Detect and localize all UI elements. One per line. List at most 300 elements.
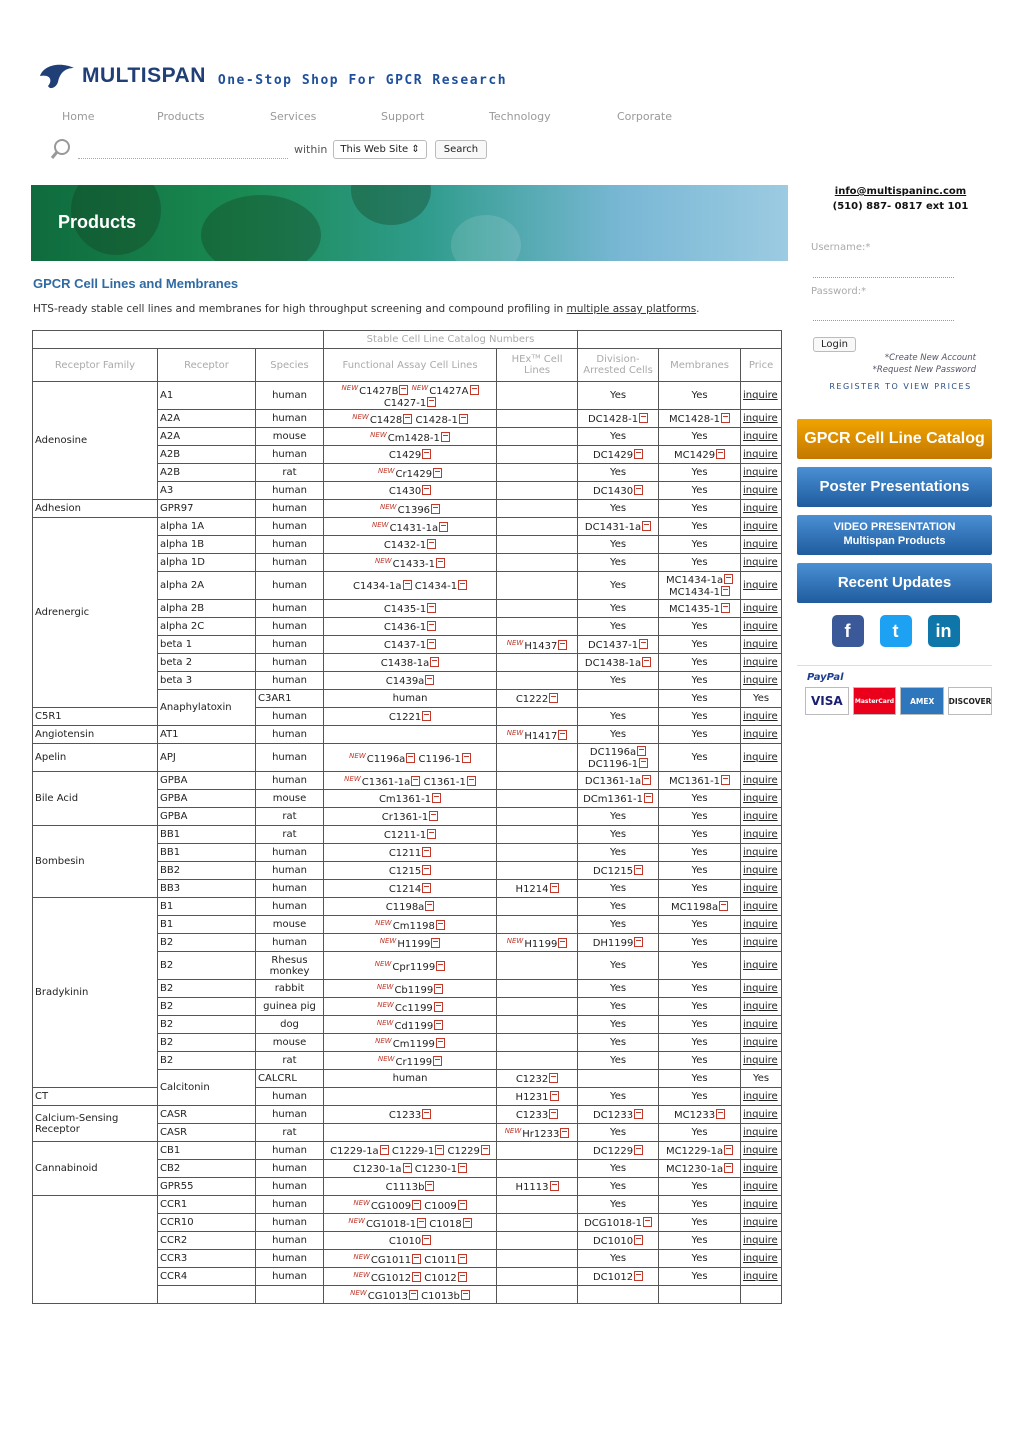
catalog-number-link[interactable]: Yes [691,657,708,668]
pdf-icon[interactable] [549,693,558,703]
catalog-number-link[interactable]: Cpr1199 [392,961,436,973]
pdf-icon[interactable] [642,657,651,667]
price-cell[interactable]: inquire [741,428,782,446]
price-cell[interactable]: inquire [741,464,782,482]
catalog-number-link[interactable]: Yes [609,580,627,591]
catalog-number-link[interactable]: Yes [691,1001,708,1012]
pdf-icon[interactable] [431,504,440,514]
catalog-number-link[interactable]: C1229 [447,1145,480,1157]
catalog-number-link[interactable]: Yes [691,675,708,686]
catalog-number-link[interactable]: Cc1199 [394,1002,433,1014]
catalog-number-link[interactable]: MC1229-1a [665,1145,724,1157]
catalog-number-link[interactable]: C1233 [515,1109,549,1121]
catalog-number-link[interactable]: Yes [609,711,627,722]
pdf-icon[interactable] [422,485,431,495]
pdf-icon[interactable] [721,603,730,613]
catalog-number-link[interactable]: C1233 [388,1109,422,1121]
catalog-number-link[interactable]: Yes [609,883,627,894]
pdf-icon[interactable] [427,829,436,839]
pdf-icon[interactable] [435,1145,444,1155]
pdf-icon[interactable] [462,753,471,763]
catalog-number-link[interactable]: Yes [609,1037,627,1048]
catalog-number-link[interactable]: DC1196a [589,746,637,758]
pdf-icon[interactable] [422,847,431,857]
catalog-number-link[interactable]: Yes [691,1235,708,1246]
catalog-number-link[interactable]: Cm1428-1 [387,432,440,444]
catalog-number-link[interactable]: Yes [691,729,708,740]
catalog-number-link[interactable]: C1229-1a [330,1145,379,1157]
catalog-number-link[interactable]: C1427A [429,385,469,397]
catalog-number-link[interactable]: MC1230-1a [665,1163,724,1175]
pdf-icon[interactable] [634,485,643,495]
catalog-number-link[interactable]: C1230-1 [414,1163,458,1175]
pdf-icon[interactable] [422,711,431,721]
catalog-number-link[interactable]: H1417 [524,730,558,742]
pdf-icon[interactable] [425,901,434,911]
catalog-number-link[interactable]: CG1018-1 [365,1218,417,1230]
catalog-number-link[interactable]: Yes [691,937,708,948]
catalog-number-link[interactable]: C1434-1a [352,580,402,592]
pdf-icon[interactable] [409,1290,418,1300]
pdf-icon[interactable] [380,1145,389,1155]
price-cell[interactable]: inquire [741,952,782,980]
price-cell[interactable]: inquire [741,1250,782,1268]
pdf-icon[interactable] [637,746,646,756]
price-cell[interactable]: inquire [741,554,782,572]
catalog-number-link[interactable]: CG1009 [370,1200,412,1212]
pdf-icon[interactable] [436,920,445,930]
pdf-icon[interactable] [425,1181,434,1191]
catalog-number-link[interactable]: Yes [691,621,708,632]
pdf-icon[interactable] [427,397,436,407]
catalog-number-link[interactable]: H1199 [397,938,431,950]
pdf-icon[interactable] [642,521,651,531]
price-cell[interactable]: inquire [741,708,782,726]
pdf-icon[interactable] [403,1163,412,1173]
catalog-number-link[interactable]: C1427B [359,385,399,397]
price-cell[interactable]: inquire [741,1268,782,1286]
catalog-number-link[interactable]: Yes [691,1127,708,1138]
catalog-number-link[interactable]: Yes [609,1091,627,1102]
catalog-number-link[interactable]: Cr1199 [395,1056,433,1068]
catalog-number-link[interactable]: Yes [691,539,708,550]
catalog-number-link[interactable]: MC1435-1 [669,603,721,615]
pdf-icon[interactable] [549,1109,558,1119]
price-cell[interactable]: inquire [741,916,782,934]
pdf-icon[interactable] [411,776,420,786]
catalog-number-link[interactable]: H1437 [524,640,558,652]
catalog-number-link[interactable]: C1196a [366,753,406,765]
pdf-icon[interactable] [458,580,467,590]
price-cell[interactable]: inquire [741,726,782,744]
catalog-number-link[interactable]: DC1196-1 [587,758,639,770]
catalog-number-link[interactable]: DC1361-1a [584,775,642,787]
catalog-number-link[interactable]: C1433-1 [392,558,436,570]
pdf-icon[interactable] [458,1254,467,1264]
catalog-number-link[interactable]: MC1434-1 [669,586,721,598]
catalog-number-link[interactable]: Yes [691,793,708,804]
catalog-number-link[interactable]: H1214 [515,883,549,895]
catalog-number-link[interactable]: Yes [609,901,627,912]
catalog-number-link[interactable]: DC1229 [592,1145,634,1157]
catalog-number-link[interactable]: Yes [609,503,627,514]
pdf-icon[interactable] [634,1145,643,1155]
catalog-number-link[interactable]: DC1215 [592,865,634,877]
catalog-number-link[interactable]: Yes [609,621,627,632]
pdf-icon[interactable] [422,865,431,875]
catalog-number-link[interactable]: DCG1018-1 [584,1217,642,1229]
price-cell[interactable]: inquire [741,790,782,808]
catalog-number-link[interactable]: C1229-1 [391,1145,435,1157]
catalog-number-link[interactable]: Yes [691,847,708,858]
catalog-number-link[interactable]: Yes [691,1217,708,1228]
price-cell[interactable]: inquire [741,382,782,410]
price-cell[interactable]: inquire [741,998,782,1016]
catalog-number-link[interactable]: Yes [691,1199,708,1210]
catalog-number-link[interactable]: Yes [609,467,627,478]
catalog-number-link[interactable]: H1199 [524,938,558,950]
price-cell[interactable]: inquire [741,1232,782,1250]
catalog-number-link[interactable]: MC1198a [670,901,719,913]
pdf-icon[interactable] [427,639,436,649]
pdf-icon[interactable] [439,522,448,532]
login-button[interactable]: Login [813,337,856,352]
catalog-number-link[interactable]: C1010 [388,1235,422,1247]
price-cell[interactable]: inquire [741,482,782,500]
create-account-link[interactable]: *Create New Account [884,353,976,363]
catalog-number-link[interactable]: Yes [691,431,708,442]
catalog-number-link[interactable]: Yes [691,1181,708,1192]
password-field[interactable] [813,302,954,321]
recent-updates-button[interactable]: Recent Updates [797,563,992,603]
catalog-number-link[interactable]: MC1361-1 [669,775,721,787]
search-button[interactable]: Search [435,140,487,159]
pdf-icon[interactable] [716,1109,725,1119]
catalog-number-link[interactable]: C1430 [388,485,422,497]
pdf-icon[interactable] [724,1145,733,1155]
catalog-number-link[interactable]: Yes [609,1181,627,1192]
pdf-icon[interactable] [422,449,431,459]
catalog-number-link[interactable]: H1113 [515,1181,549,1193]
price-cell[interactable]: inquire [741,1142,782,1160]
catalog-number-link[interactable]: MC1233 [674,1109,716,1121]
catalog-number-link[interactable]: C1196-1 [418,753,461,765]
pdf-icon[interactable] [639,639,648,649]
catalog-number-link[interactable]: Yes [691,829,708,840]
catalog-number-link[interactable]: DC1430 [592,485,634,497]
gpcr-catalog-button[interactable]: GPCR Cell Line Catalog [797,419,992,459]
pdf-icon[interactable] [430,657,439,667]
pdf-icon[interactable] [403,414,412,424]
price-cell[interactable]: inquire [741,600,782,618]
catalog-number-link[interactable]: Yes [691,865,708,876]
price-cell[interactable]: inquire [741,826,782,844]
catalog-number-link[interactable]: Yes [609,1127,627,1138]
catalog-number-link[interactable]: Yes [609,431,627,442]
catalog-number-link[interactable]: Yes [609,1055,627,1066]
catalog-number-link[interactable]: Yes [609,1253,627,1264]
catalog-number-link[interactable]: CG1013 [367,1290,408,1302]
pdf-icon[interactable] [642,775,651,785]
pdf-icon[interactable] [467,776,476,786]
price-cell[interactable]: inquire [741,1088,782,1106]
pdf-icon[interactable] [463,1218,472,1228]
catalog-number-link[interactable]: Yes [609,983,627,994]
price-cell[interactable]: inquire [741,672,782,690]
catalog-number-link[interactable]: Cm1198 [392,920,435,932]
pdf-icon[interactable] [458,1200,467,1210]
catalog-number-link[interactable]: Yes [609,557,627,568]
pdf-icon[interactable] [560,1128,569,1138]
catalog-number-link[interactable]: Yes [691,883,708,894]
catalog-number-link[interactable]: C1221 [388,711,422,723]
catalog-number-link[interactable]: Yes [691,521,708,532]
price-cell[interactable]: inquire [741,1196,782,1214]
catalog-number-link[interactable]: Yes [691,983,708,994]
catalog-number-link[interactable]: Cm1361-1 [378,793,432,805]
pdf-icon[interactable] [634,1109,643,1119]
pdf-icon[interactable] [422,1109,431,1119]
catalog-number-link[interactable]: MC1434-1a [665,574,724,586]
pdf-icon[interactable] [550,1181,559,1191]
catalog-number-link[interactable]: Yes [609,390,627,401]
catalog-number-link[interactable]: Yes [691,503,708,514]
pdf-icon[interactable] [716,449,725,459]
catalog-number-link[interactable]: Cd1199 [394,1020,434,1032]
price-cell[interactable]: inquire [741,654,782,672]
catalog-number-link[interactable]: C1013b [421,1290,460,1302]
pdf-icon[interactable] [436,961,445,971]
catalog-number-link[interactable]: Yes [691,390,708,401]
pdf-icon[interactable] [422,1235,431,1245]
catalog-number-link[interactable]: Yes [609,919,627,930]
catalog-number-link[interactable]: Cr1429 [395,468,433,480]
pdf-icon[interactable] [719,901,728,911]
pdf-icon[interactable] [427,539,436,549]
price-cell[interactable]: inquire [741,1124,782,1142]
search-input[interactable] [78,140,288,159]
catalog-number-link[interactable]: C1434-1 [414,580,458,592]
pdf-icon[interactable] [427,603,436,613]
price-cell[interactable]: inquire [741,500,782,518]
catalog-number-link[interactable]: C1439a [385,675,425,687]
catalog-number-link[interactable]: Yes [691,693,708,704]
pdf-icon[interactable] [458,1163,467,1173]
catalog-number-link[interactable]: C1113b [385,1181,425,1193]
catalog-number-link[interactable]: Yes [609,729,627,740]
price-cell[interactable]: inquire [741,898,782,916]
price-cell[interactable]: inquire [741,844,782,862]
username-field[interactable] [813,259,954,278]
nav-home[interactable]: Home [62,110,95,123]
catalog-number-link[interactable]: Yes [609,811,627,822]
price-cell[interactable]: inquire [741,1052,782,1070]
catalog-number-link[interactable]: DC1010 [592,1235,634,1247]
catalog-number-link[interactable]: C1211-1 [383,829,427,841]
catalog-number-link[interactable]: H1231 [515,1091,549,1103]
catalog-number-link[interactable]: Yes [752,1073,770,1084]
catalog-number-link[interactable]: C1431-1a [389,522,439,534]
catalog-number-link[interactable]: Yes [609,829,627,840]
price-cell[interactable]: inquire [741,808,782,826]
price-cell[interactable]: inquire [741,536,782,554]
catalog-number-link[interactable]: Yes [609,1019,627,1030]
price-cell[interactable]: inquire [741,410,782,428]
pdf-icon[interactable] [481,1145,490,1155]
catalog-number-link[interactable]: C1361-1a [361,776,411,788]
pdf-icon[interactable] [550,1091,559,1101]
catalog-number-link[interactable]: C1428 [369,414,403,426]
pdf-icon[interactable] [724,574,733,584]
pdf-icon[interactable] [721,413,730,423]
price-cell[interactable]: inquire [741,862,782,880]
catalog-number-link[interactable]: Yes [691,1037,708,1048]
pdf-icon[interactable] [412,1200,421,1210]
catalog-number-link[interactable]: C1396 [397,504,431,516]
price-cell[interactable]: inquire [741,518,782,536]
pdf-icon[interactable] [644,793,653,803]
catalog-number-link[interactable]: C1437-1 [383,639,427,651]
catalog-number-link[interactable]: Yes [609,539,627,550]
catalog-number-link[interactable]: Yes [691,811,708,822]
catalog-number-link[interactable]: Yes [691,467,708,478]
price-cell[interactable]: inquire [741,1034,782,1052]
catalog-number-link[interactable]: Cr1361-1 [381,811,429,823]
catalog-number-link[interactable]: Yes [691,485,708,496]
catalog-number-link[interactable]: C1432-1 [383,539,427,551]
catalog-number-link[interactable]: Yes [691,1271,708,1282]
catalog-number-link[interactable]: Yes [691,752,708,763]
pdf-icon[interactable] [432,793,441,803]
pdf-icon[interactable] [721,586,730,596]
catalog-number-link[interactable]: Yes [609,1199,627,1210]
catalog-number-link[interactable]: Yes [691,1253,708,1264]
facebook-icon[interactable]: f [832,615,864,647]
price-cell[interactable]: inquire [741,618,782,636]
pdf-icon[interactable] [459,414,468,424]
price-cell[interactable]: inquire [741,934,782,952]
pdf-icon[interactable] [461,1290,470,1300]
pdf-icon[interactable] [434,984,443,994]
pdf-icon[interactable] [406,753,415,763]
price-cell[interactable]: inquire [741,1016,782,1034]
price-cell[interactable]: inquire [741,1214,782,1232]
catalog-number-link[interactable]: C1012 [424,1272,457,1284]
pdf-icon[interactable] [403,580,412,590]
price-cell[interactable]: inquire [741,446,782,464]
catalog-number-link[interactable]: C1198a [385,901,425,913]
twitter-icon[interactable]: t [880,615,912,647]
price-cell[interactable]: inquire [741,772,782,790]
pdf-icon[interactable] [558,730,567,740]
pdf-icon[interactable] [634,1271,643,1281]
video-presentation-button[interactable] [797,515,992,555]
nav-corporate[interactable]: Corporate [617,110,672,123]
catalog-number-link[interactable]: MC1428-1 [669,413,721,425]
catalog-number-link[interactable]: C1429 [388,449,422,461]
pdf-icon[interactable] [417,1218,426,1228]
catalog-number-link[interactable]: Yes [691,1091,708,1102]
pdf-icon[interactable] [412,1272,421,1282]
catalog-number-link[interactable]: Yes [609,675,627,686]
pdf-icon[interactable] [427,621,436,631]
assay-platforms-link[interactable]: multiple assay platforms [566,303,697,315]
pdf-icon[interactable] [441,432,450,442]
catalog-number-link[interactable]: Yes [691,919,708,930]
pdf-icon[interactable] [639,758,648,768]
pdf-icon[interactable] [724,1163,733,1173]
catalog-number-link[interactable]: DC1437-1 [587,639,639,651]
price-cell[interactable]: inquire [741,572,782,600]
catalog-number-link[interactable]: DC1429 [592,449,634,461]
pdf-icon[interactable] [470,385,479,395]
catalog-number-link[interactable]: Yes [752,693,770,704]
catalog-number-link[interactable]: MC1429 [674,449,716,461]
pdf-icon[interactable] [425,675,434,685]
catalog-number-link[interactable]: DC1438-1a [584,657,642,669]
catalog-number-link[interactable]: Yes [691,711,708,722]
catalog-number-link[interactable]: Yes [691,557,708,568]
catalog-number-link[interactable]: C1211 [388,847,422,859]
nav-products[interactable]: Products [157,110,205,123]
pdf-icon[interactable] [436,1038,445,1048]
pdf-icon[interactable] [458,1272,467,1282]
catalog-number-link[interactable]: DC1431-1a [584,521,642,533]
price-cell[interactable]: inquire [741,880,782,898]
price-cell[interactable]: inquire [741,1106,782,1124]
pdf-icon[interactable] [434,1020,443,1030]
catalog-number-link[interactable]: Yes [691,1073,708,1084]
catalog-number-link[interactable]: DC1428-1 [587,413,639,425]
catalog-number-link[interactable]: Yes [609,1001,627,1012]
catalog-number-link[interactable]: Hr1233 [522,1128,560,1140]
catalog-number-link[interactable]: Cm1199 [392,1038,435,1050]
nav-support[interactable]: Support [381,110,425,123]
pdf-icon[interactable] [721,775,730,785]
pdf-icon[interactable] [429,811,438,821]
catalog-number-link[interactable]: C1232 [515,1073,549,1085]
pdf-icon[interactable] [634,1235,643,1245]
price-cell[interactable]: inquire [741,744,782,772]
linkedin-icon[interactable]: in [928,615,960,647]
pdf-icon[interactable] [558,640,567,650]
catalog-number-link[interactable]: CG1011 [370,1254,412,1266]
catalog-number-link[interactable]: C1009 [424,1200,457,1212]
catalog-number-link[interactable]: C1427-1 [383,397,427,409]
pdf-icon[interactable] [549,1073,558,1083]
search-scope-select[interactable] [333,140,426,159]
catalog-number-link[interactable]: C1214 [388,883,422,895]
nav-services[interactable]: Services [270,110,317,123]
catalog-number-link[interactable]: Yes [691,960,708,971]
catalog-number-link[interactable]: Yes [691,1055,708,1066]
pdf-icon[interactable] [433,1056,442,1066]
catalog-number-link[interactable]: Yes [609,960,627,971]
catalog-number-link[interactable]: Yes [609,1163,627,1174]
price-cell[interactable]: inquire [741,1178,782,1196]
catalog-number-link[interactable]: Cb1199 [394,984,434,996]
price-cell[interactable]: inquire [741,1160,782,1178]
pdf-icon[interactable] [550,883,559,893]
catalog-number-link[interactable]: Yes [609,847,627,858]
catalog-number-link[interactable]: C1222 [515,693,549,705]
pdf-icon[interactable] [431,938,440,948]
catalog-number-link[interactable]: C1436-1 [383,621,427,633]
catalog-number-link[interactable]: C1438-1a [380,657,430,669]
catalog-number-link[interactable]: C1011 [424,1254,457,1266]
catalog-number-link[interactable]: C1230-1a [352,1163,402,1175]
catalog-number-link[interactable]: DCm1361-1 [583,793,643,805]
